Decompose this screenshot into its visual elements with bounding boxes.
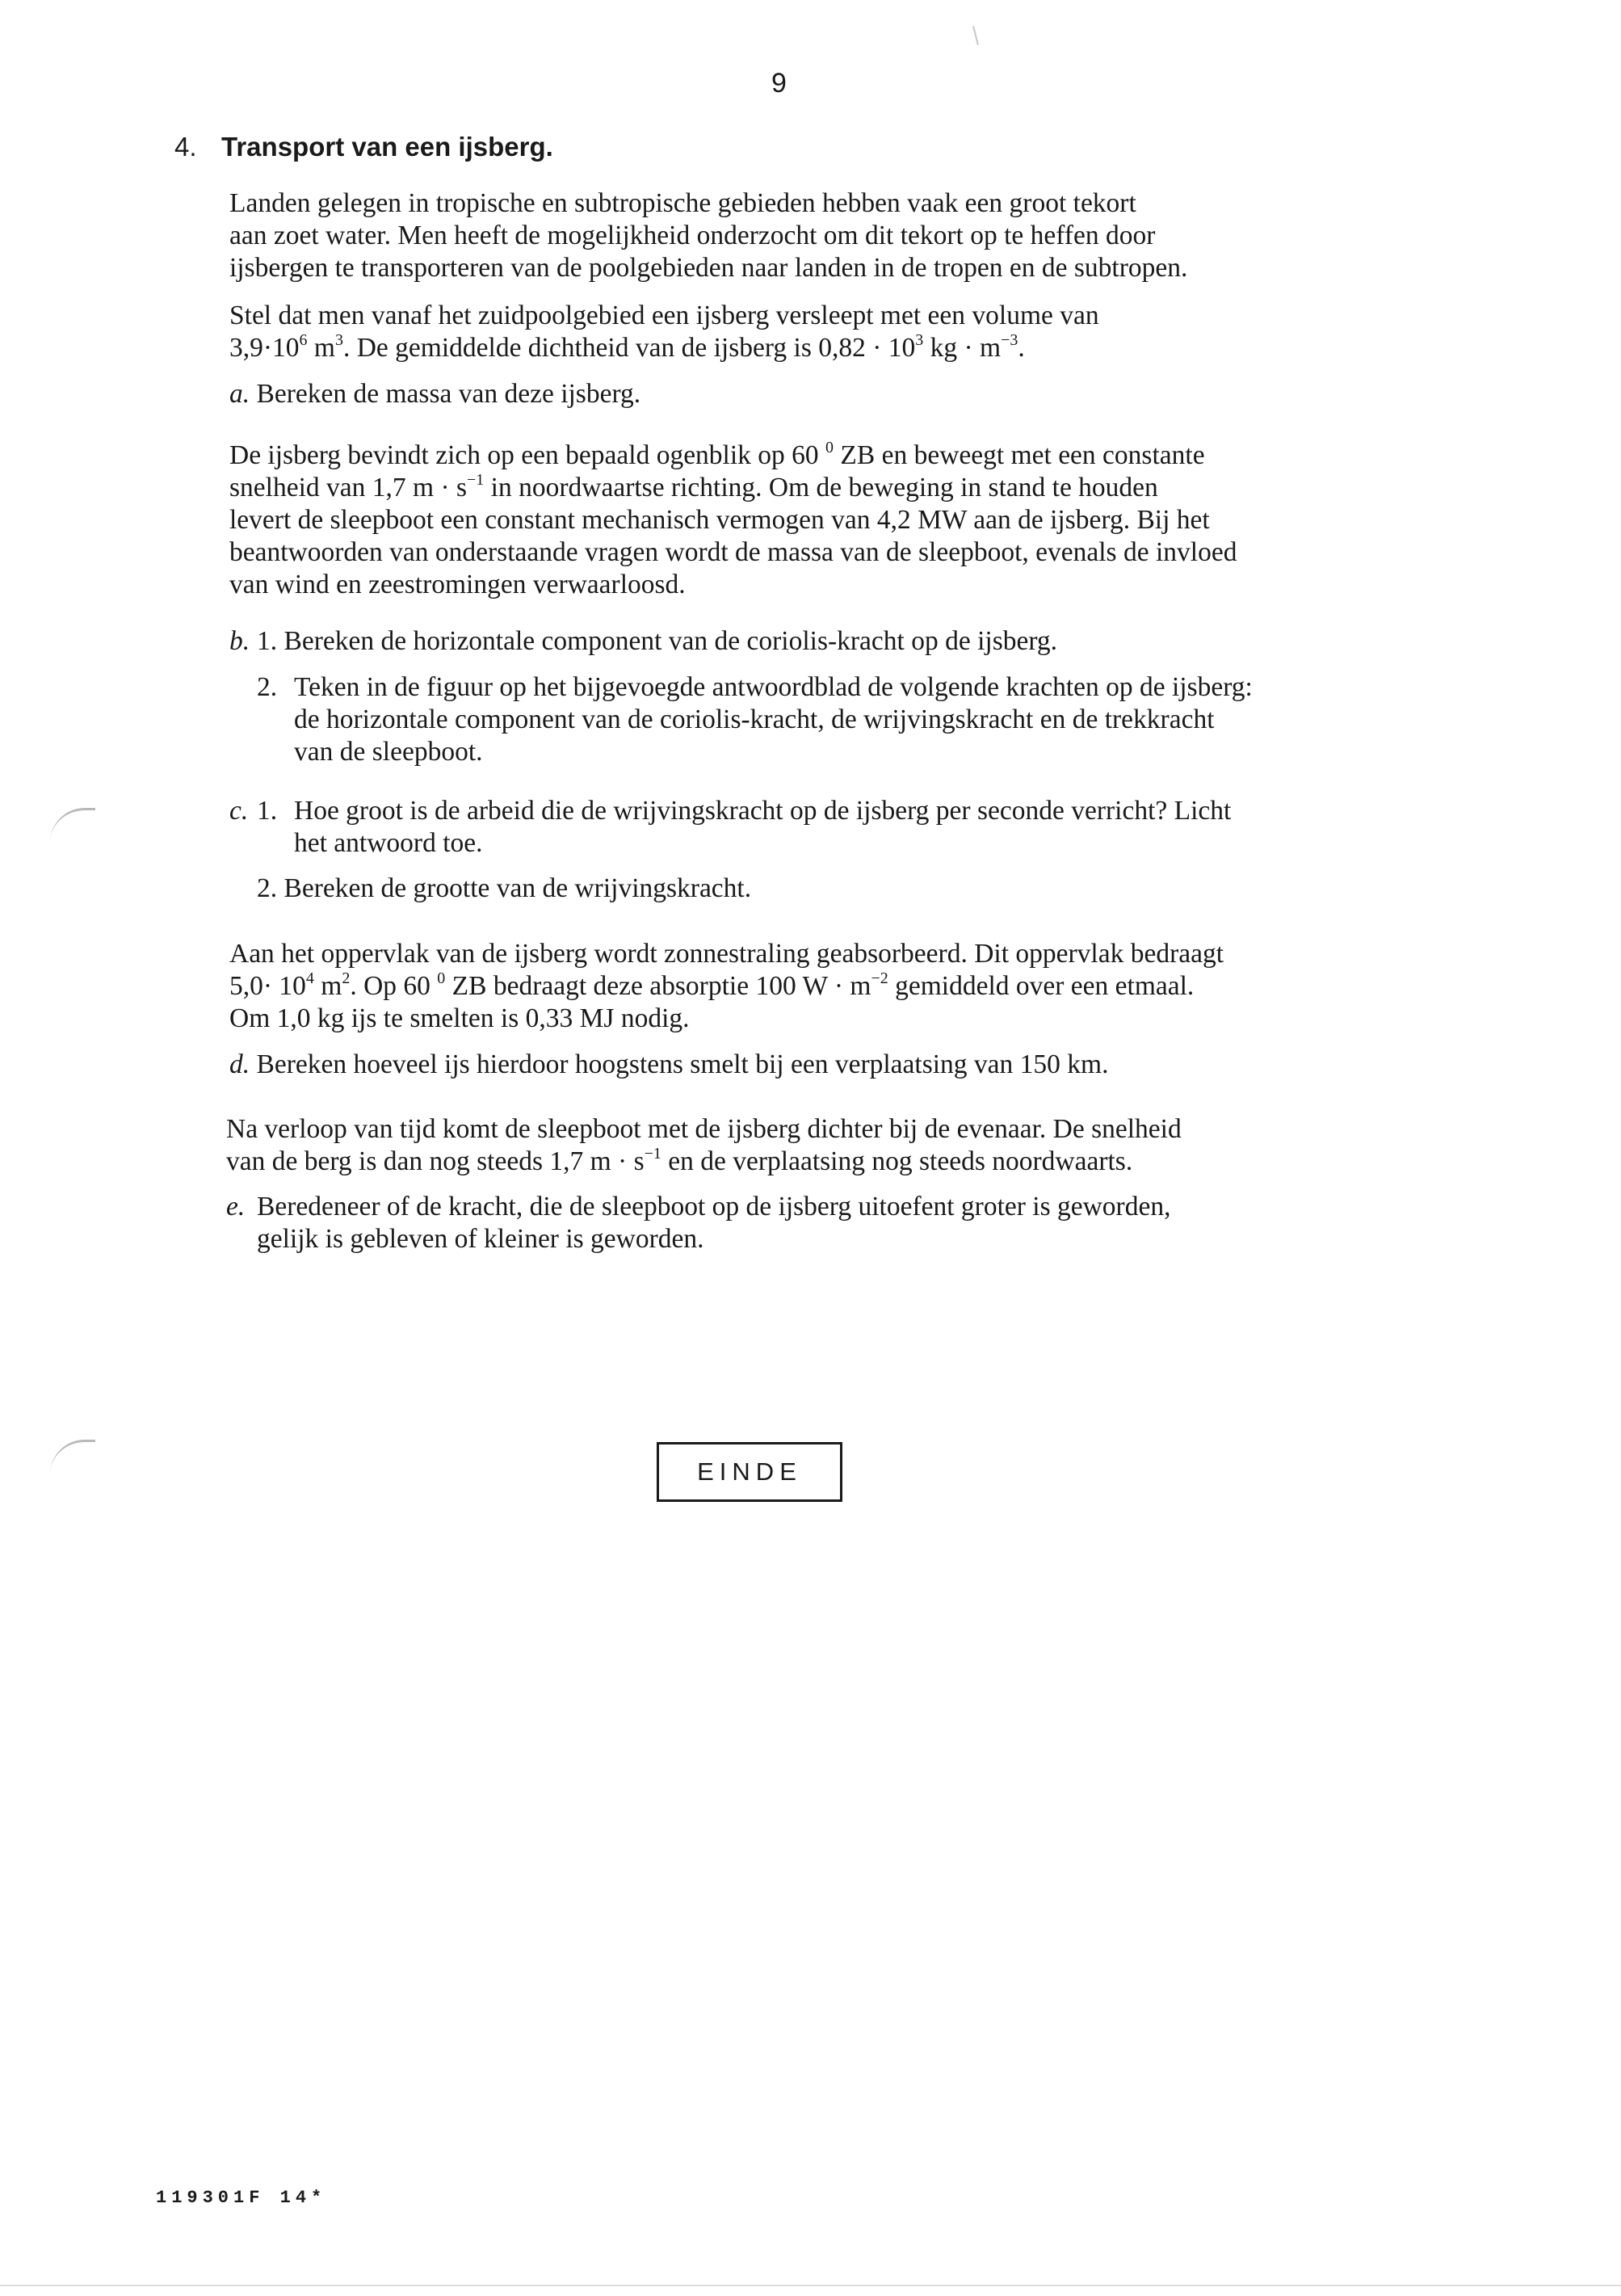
question-c-2 [257,873,751,905]
radiation-paragraph [229,938,1224,1035]
item-line: het antwoord toe. [294,828,483,858]
paragraph-line: van de berg is dan nog steeds 1,7 $m \cdot s^{-1}$ en de verplaatsing nog steeds noordwaarts. [226,1145,1133,1176]
question-b-letter: b. [229,626,250,656]
question-b-2-number: 2. [257,672,278,702]
paragraph-line: beantwoorden van onderstaande vragen wordt de massa van de sleepboot, evenals de invloed [229,537,1237,567]
item-line: Teken in de figuur op het bijgevoegde antwoordblad de volgende krachten op de ijsberg: [294,672,1253,702]
volume-density-paragraph [229,300,1099,364]
question-letter: d. [229,1049,250,1079]
question-c-letter: c. [229,796,249,826]
punch-mark-decoration [50,1440,95,1474]
end-marker: EINDE [657,1442,842,1502]
item-number: 1. [257,626,278,656]
paragraph-line: Na verloop van tijd komt de sleepboot met de ijsberg dichter bij de evenaar. De snelheid [226,1114,1182,1144]
question-c-1-number: 1. [257,796,278,826]
question-letter: a. [229,379,250,409]
paragraph-line: snelheid van 1,7 $m \cdot s^{-1}$ in noordwaartse richting. Om de beweging in stand te houden [229,471,1158,503]
motion-paragraph [229,439,1237,601]
equator-paragraph [226,1113,1182,1178]
question-heading [174,132,553,162]
scan-tick-decoration [972,26,979,45]
question-b-2 [294,671,1253,768]
paragraph-line: Aan het oppervlak van de ijsberg wordt zonnestraling geabsorbeerd. Dit oppervlak bedraagt [229,939,1224,969]
item-line: Beredeneer of de kracht, die de sleepboot op de ijsberg uitoefent groter is geworden, [257,1192,1171,1222]
question-title: Transport van een ijsberg. [221,132,553,162]
punch-mark-decoration [50,808,95,843]
item-number: 2. [257,873,278,903]
item-line: de horizontale component van de coriolis-kracht, de wrijvingskracht en de trekkracht [294,704,1215,734]
footer-code: 119301F 14* [156,2188,327,2208]
page-edge-line [0,2285,1621,2286]
paragraph-line: $3,9\cdot 10^6$ $m^3$. De gemiddelde dichtheid van de ijsberg is $0,82 \cdot 10^3$ kg · $m^{-3}$. [229,331,1025,363]
paragraph-line: Stel dat men vanaf het zuidpoolgebied een ijsberg versleept met een volume van [229,301,1099,330]
item-text: Bereken de horizontale component van de coriolis-kracht op de ijsberg. [283,626,1058,656]
question-a [229,378,640,410]
intro-paragraph [229,187,1187,284]
intro-line: Landen gelegen in tropische en subtropische gebieden hebben vaak een groot tekort [229,188,1136,218]
paragraph-line: Om 1,0 kg ijs te smelten is 0,33 MJ nodig. [229,1003,690,1033]
question-number: 4. [174,132,197,162]
paragraph-line: levert de sleepboot een constant mechanisch vermogen van 4,2 MW aan de ijsberg. Bij het [229,505,1210,535]
item-text: Bereken de grootte van de wrijvingskracht. [283,873,752,903]
question-text: Bereken de massa van deze ijsberg. [256,379,641,409]
page-number: 9 [771,68,787,99]
intro-line: ijsbergen te transporteren van de poolgebieden naar landen in de tropen en de subtropen. [229,253,1188,283]
question-e-letter: e. [226,1192,246,1222]
question-b-1 [257,625,1057,658]
question-e [257,1191,1170,1255]
item-line: gelijk is gebleven of kleiner is geworden. [257,1224,704,1254]
question-text: Bereken hoeveel ijs hierdoor hoogstens smelt bij een verplaatsing van 150 km. [256,1049,1109,1079]
paragraph-line: De ijsberg bevindt zich op een bepaald ogenblik op 60 $^0$ ZB en beweegt met een constante [229,439,1205,470]
question-c-1 [294,795,1231,860]
question-d [229,1049,1109,1081]
item-line: van de sleepboot. [294,737,483,767]
item-line: Hoe groot is de arbeid die de wrijvingskracht op de ijsberg per seconde verricht? Licht [294,796,1232,826]
paragraph-line: van wind en zeestromingen verwaarloosd. [229,570,686,599]
paragraph-line: $5,0\cdot 10^4$ $m^2$. Op 60 $^0$ ZB bedraagt deze absorptie 100 $W \cdot m^{-2}$ gemiddeld over een etmaal. [229,969,1195,1001]
intro-line: aan zoet water. Men heeft de mogelijkheid onderzocht om dit tekort op te heffen door [229,221,1156,250]
